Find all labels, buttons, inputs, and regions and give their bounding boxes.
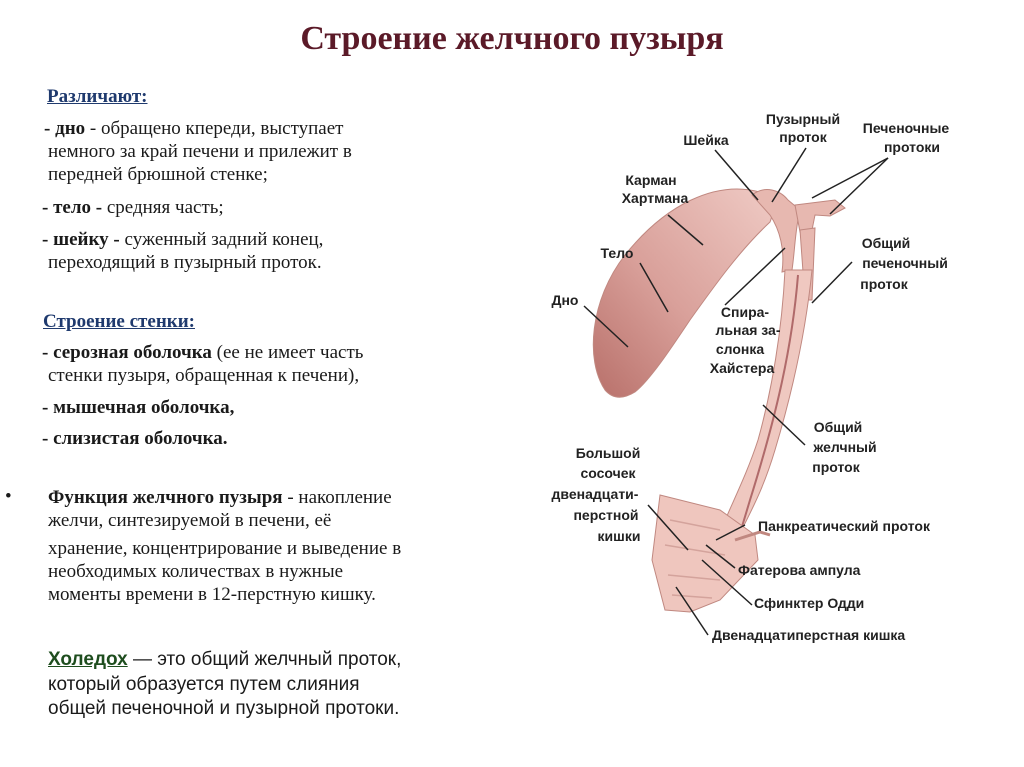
label-heister-2: льная за-	[715, 322, 781, 338]
hepatic-ducts-shape	[795, 200, 845, 232]
term: Функция желчного пузыря	[48, 487, 283, 508]
label-neck: Шейка	[683, 132, 729, 148]
term: - мышечная оболочка,	[42, 397, 235, 418]
desc: - накопление	[282, 487, 392, 508]
term: - шейку -	[42, 229, 120, 250]
term: - дно	[44, 118, 86, 139]
label-oddi-sphincter: Сфинктер Одди	[754, 595, 865, 611]
choledoch-cont1: который образуется путем слияния	[48, 674, 360, 695]
label-papilla-2: сосочек	[580, 465, 636, 481]
label-hartmann-2: Хартмана	[621, 190, 689, 206]
label-heister-1: Спира-	[720, 304, 770, 320]
choledoch-cont2: общей печеночной и пузырной протоки.	[48, 698, 400, 719]
label-vater-ampulla: Фатерова ампула	[738, 562, 861, 578]
label-common-hepatic-2: печеночный	[862, 255, 948, 271]
section-heading-wall: Строение стенки:	[43, 311, 195, 332]
list-item-serosa-cont: стенки пузыря, обращенная к печени),	[48, 365, 360, 386]
label-heister-3: слонка	[715, 341, 765, 357]
label-hepatic-ducts-1: Печеночные	[862, 120, 950, 136]
label-common-bile-3: проток	[812, 459, 860, 475]
label-pancreatic-duct: Панкреатический проток	[758, 518, 930, 534]
list-item-sheika-cont: переходящий в пузырный проток.	[48, 252, 322, 273]
label-duodenum: Двенадцатиперстная кишка	[712, 627, 906, 643]
label-hepatic-ducts-2: протоки	[883, 139, 941, 155]
desc: — это общий желчный проток,	[127, 649, 402, 670]
term: - слизистая оболочка.	[42, 428, 228, 449]
label-heister-4: Хайстера	[709, 360, 775, 376]
list-item-dno-cont1: немного за край печени и прилежит в	[48, 141, 352, 162]
function-cont1: желчи, синтезируемой в печени, её	[48, 510, 332, 531]
term: - серозная оболочка	[42, 342, 212, 363]
label-cystic-duct-2: проток	[779, 129, 827, 145]
desc: суженный задний конец,	[119, 229, 324, 250]
function-cont3: необходимых количествах в нужные	[48, 561, 344, 582]
label-hartmann-1: Карман	[625, 172, 677, 188]
term: - тело -	[42, 197, 103, 218]
label-cystic-duct-1: Пузырный	[765, 111, 841, 127]
bullet: •	[5, 486, 12, 507]
list-item-dno-cont2: передней брюшной стенке;	[48, 164, 268, 185]
label-common-hepatic-1: Общий	[861, 235, 911, 251]
label-papilla-4: перстной	[573, 507, 639, 523]
page-title: Строение желчного пузыря	[300, 20, 724, 57]
function-cont4: моменты времени в 12-перстную кишку.	[48, 584, 376, 605]
label-papilla-3: двенадцати-	[551, 486, 639, 502]
desc: (ее не имеет часть	[211, 342, 364, 363]
term: Холедох	[48, 649, 128, 670]
label-common-hepatic-3: проток	[860, 276, 908, 292]
desc: средняя часть;	[102, 197, 224, 218]
label-common-bile-1: Общий	[813, 419, 863, 435]
label-papilla-1: Большой	[575, 445, 641, 461]
label-body: Тело	[600, 245, 634, 261]
function-cont2: хранение, концентрирование и выведение в	[48, 538, 402, 559]
label-papilla-5: кишки	[597, 528, 641, 544]
label-fundus: Дно	[551, 292, 579, 308]
section-heading-differentiate: Различают:	[47, 86, 148, 107]
desc: - обращено кпереди, выступает	[85, 118, 344, 139]
label-common-bile-2: желчный	[813, 439, 877, 455]
